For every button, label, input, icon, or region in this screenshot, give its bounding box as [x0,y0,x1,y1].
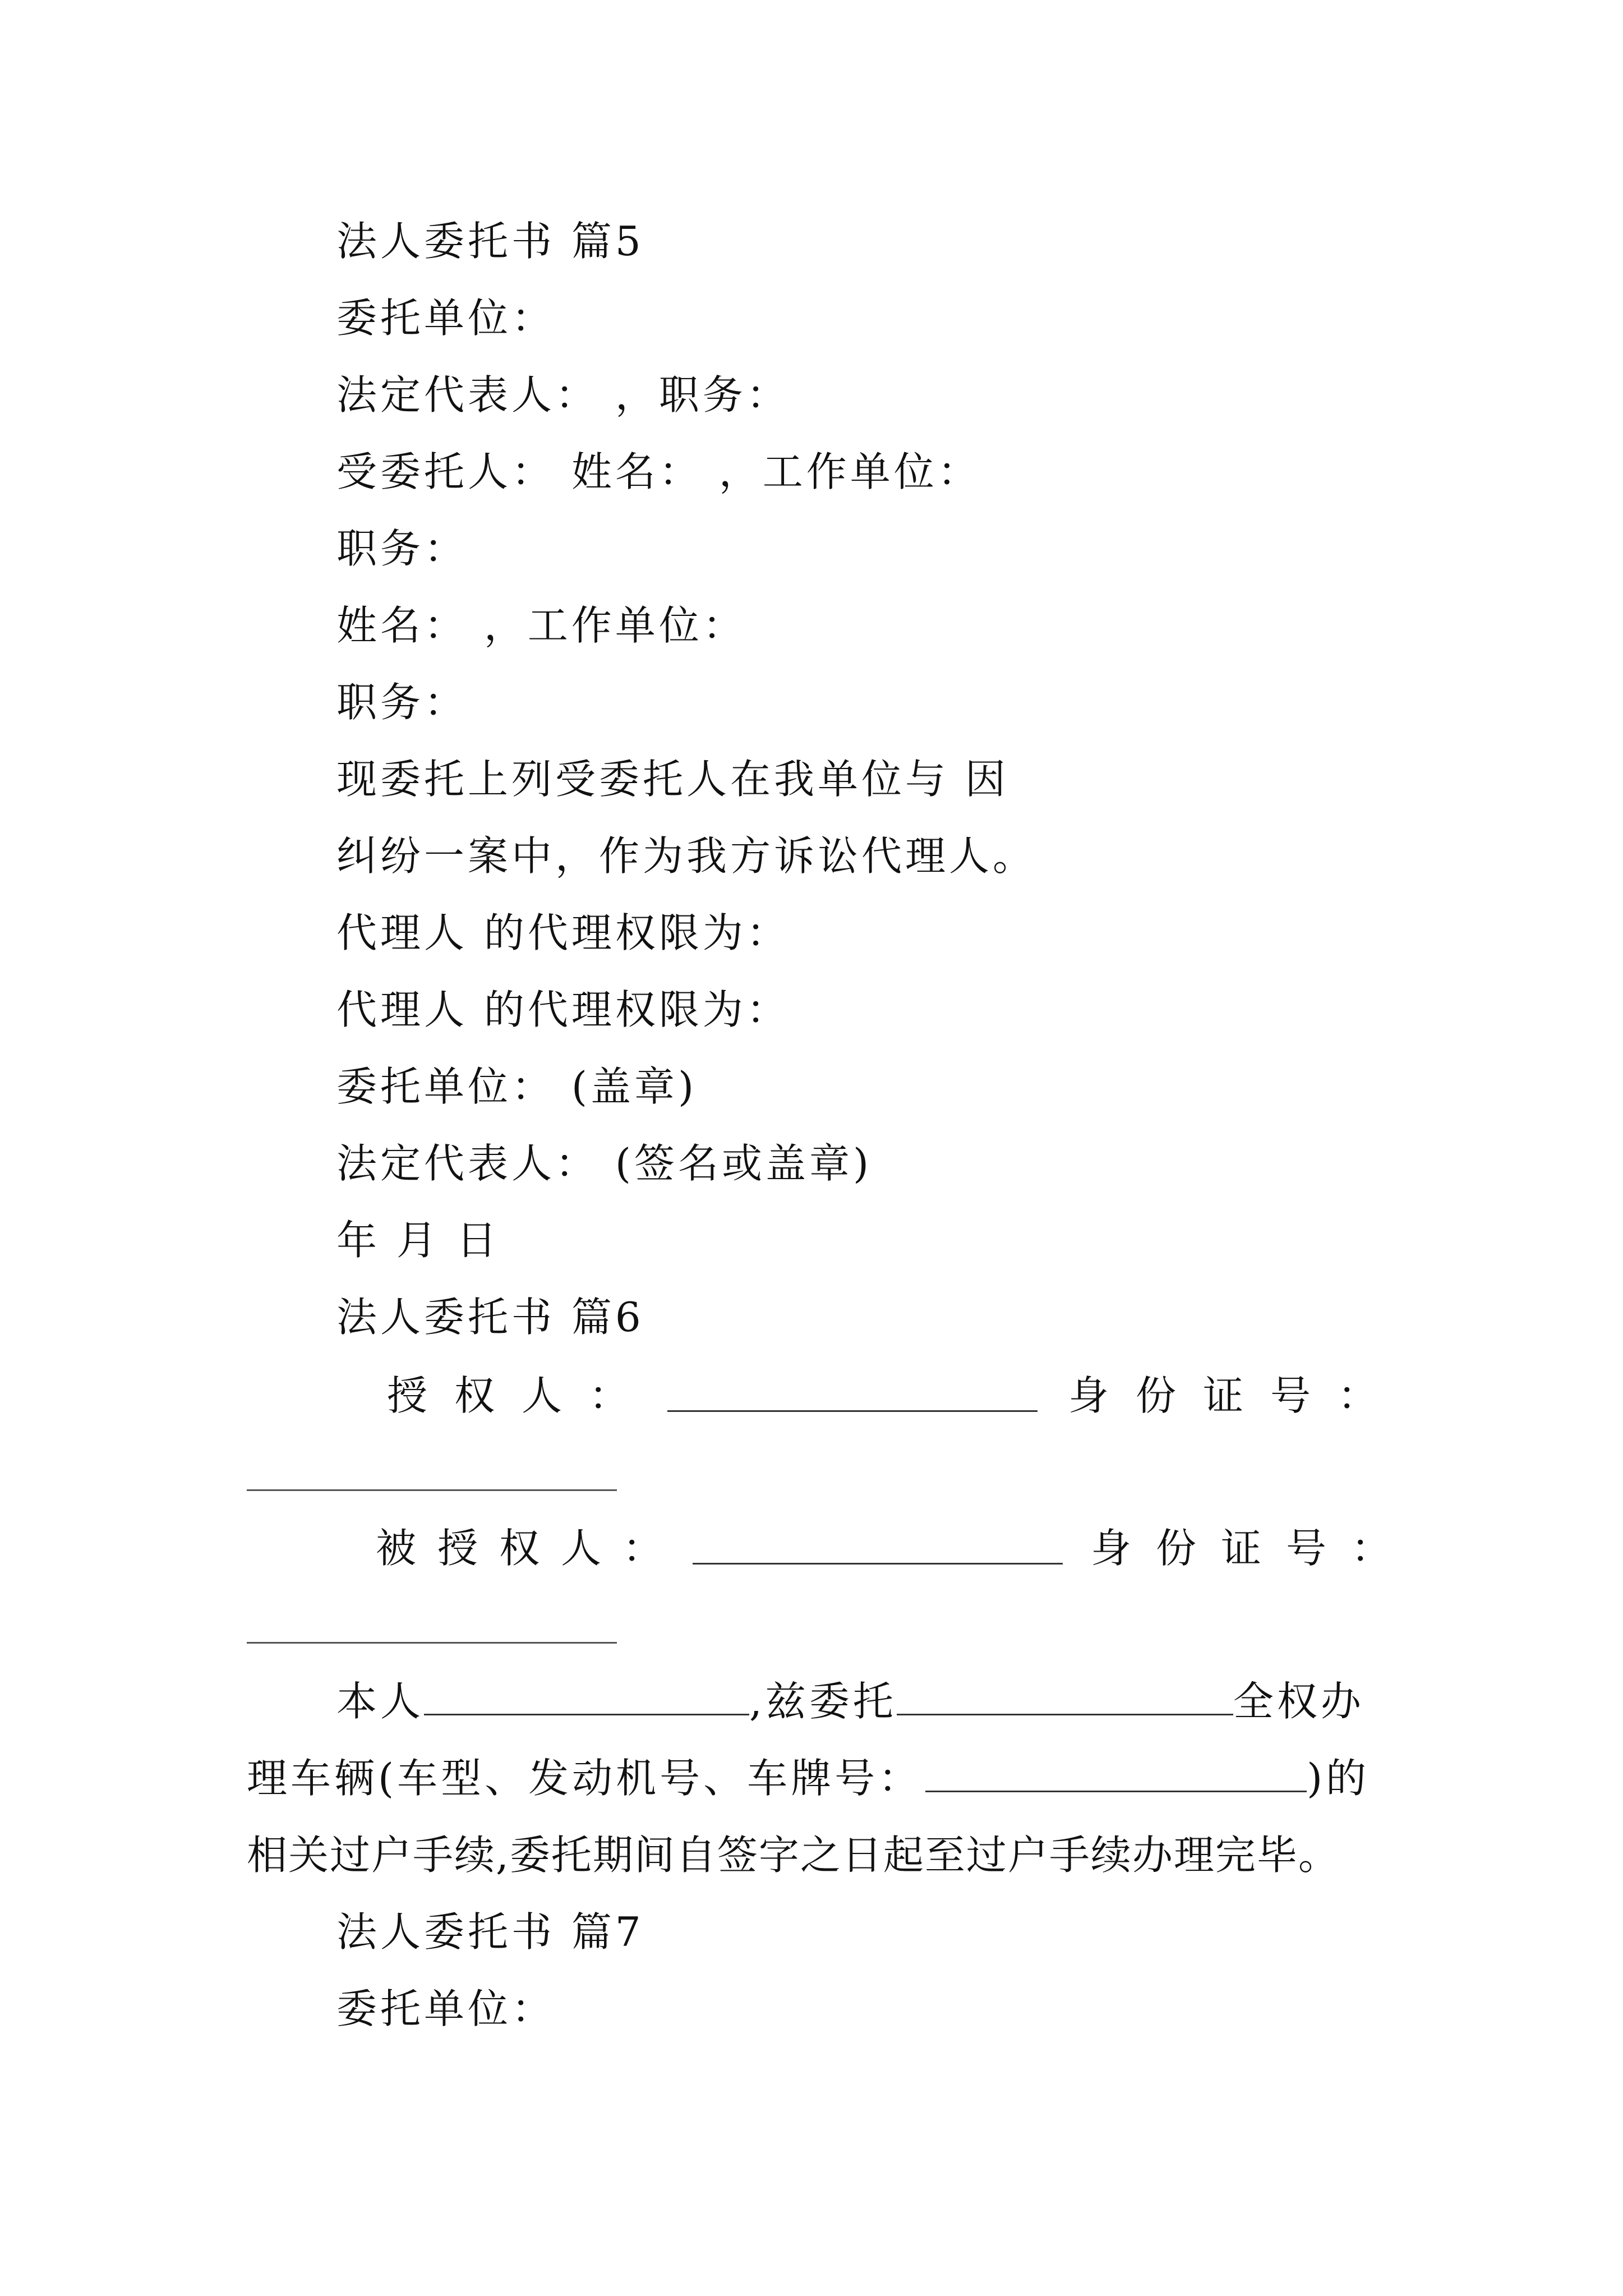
doc-line: 代理人 的代理权限为： [336,909,790,956]
doc-line: 年 月 日 [336,1217,500,1264]
doc-line: 受委托人： 姓名： ，工作单位： [336,448,981,495]
section-7-title: 法人委托书 篇7 [336,1908,644,1955]
doc-line: 法定代表人： (签名或盖章) [336,1140,873,1187]
grantee-label: 被授权人： [376,1525,685,1572]
grantor-name-field[interactable] [667,1375,1038,1412]
para-text: 本人 [336,1678,425,1725]
doc-line: 姓名： ，工作单位： [336,602,746,649]
doc-line: 代理人 的代理权限为： [336,986,790,1033]
doc-line: 委托单位： [336,295,556,342]
grantor-id-label: 身份证号： [1068,1372,1405,1419]
grantee-id-field[interactable] [247,1642,617,1644]
para-text: ,兹委托 [749,1678,897,1725]
authorization-paragraph-line-3: 相关过户手续,委托期间自签字之日起至过户手续办理完毕。 [247,1832,1340,1879]
para-text: 全权办 [1233,1678,1364,1725]
doc-line: 职务： [336,525,468,572]
grantee-id-label: 身份证号： [1091,1525,1417,1572]
para-text: 理车辆(车型、发动机号、车牌号： [247,1755,923,1802]
grantor-label: 授权人： [387,1372,657,1419]
authorization-paragraph-line-1 [336,1673,1469,1729]
grantee-name-field[interactable] [693,1528,1063,1565]
doc-line: 现委托上列受委托人在我单位与 因 [336,756,1009,803]
section-5-title: 法人委托书 篇5 [336,218,644,265]
doc-line: 职务： [336,679,468,726]
section-6-title: 法人委托书 篇6 [336,1294,644,1341]
vehicle-info-field[interactable] [925,1756,1307,1792]
doc-line: 纠纷一案中，作为我方诉讼代理人。 [336,832,1037,880]
grantor-id-field[interactable] [247,1489,617,1491]
para-text: )的 [1307,1755,1370,1802]
doc-line: 委托单位： (盖章) [336,1063,698,1110]
doc-line: 委托单位： [336,1985,556,2032]
authorization-paragraph-line-2 [247,1750,1380,1806]
agent-name-field[interactable] [897,1679,1233,1715]
principal-name-field[interactable] [424,1679,749,1715]
doc-line: 法定代表人： ，职务： [336,371,790,418]
